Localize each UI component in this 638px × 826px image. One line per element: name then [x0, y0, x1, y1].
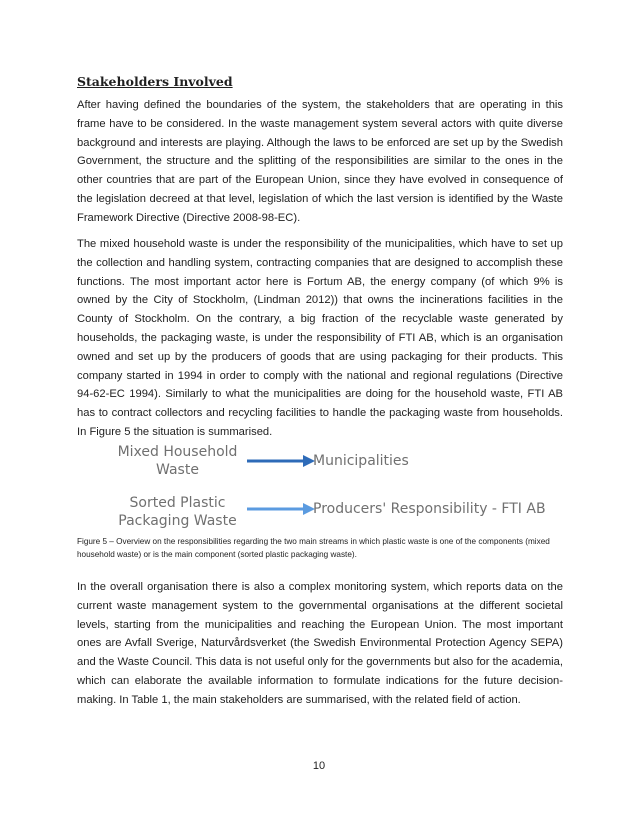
figure-source-mixed-household-waste: [110, 443, 245, 479]
page-number: 10: [312, 760, 326, 772]
arrow-right-icon: [245, 503, 315, 515]
paragraph-1: After having defined the boundaries of the system, the stakeholders that are operating in this frame have to be considered. In the waste management system several actors with quite diverse background and interests are playing. Although the laws to be enforced are set up by the Swedish Government, the structure and the splitting of the responsibilities are similar to the ones in the other countries that are part of the European Union, since they have evolved in consequence of the legislation decreed at that level, legislation of which the last version is identified by the Waste Framework Directive (Directive 2008-98-EC).: [77, 99, 563, 224]
paragraph-3: In the overall organisation there is also a complex monitoring system, which reports data on the current waste management system to the governmental organisations at the different societal levels, starting from the municipalities and reaching the European Union. The most important ones are Avfall Sverige, Naturvårdsverket (the Swedish Environmental Protection Agency SEPA) and the Waste Council. This data is not useful only for the governments but also for the academia, which can elaborate the available information to formulate indications for the future decision-making. In Table 1, the main stakeholders are summarised, with the related field of action.: [77, 581, 563, 706]
arrow-right-icon: [245, 455, 315, 467]
figure-source-line-1: Sorted Plastic: [129, 495, 226, 511]
paragraph-2: The mixed household waste is under the responsibility of the municipalities, which have to set up the collection and handling system, contracting companies that are designed to accomplish these functions. The most important actor here is Fortum AB, the energy company (of which 9% is owned by the City of Stockholm, (Lindman 2012)) that owns the incinerations facilities in the County of Stockholm. On the contrary, a big fraction of the recyclable waste generated by households, the packaging waste, is under the responsibility of FTI AB, which is an organisation owned and set up by the producers of goods that are using packaging for their products. This company started in 1994 in order to comply with the national and regional regulations (Directive 94-62-EC 1994). Similarly to what the municipalities are doing for the household waste, FTI AB has to contract collectors and recycling facilities to handle the packaging waste from households. In Figure 5 the situation is summarised.: [77, 238, 563, 438]
figure-source-line-2: Packaging Waste: [118, 513, 237, 529]
figure-5-diagram: [110, 441, 550, 531]
section-heading: Stakeholders Involved: [77, 74, 233, 89]
figure-caption: Figure 5 – Overview on the responsibilities regarding the two main streams in which plastic waste is one of the components (mixed household waste) or is the main component (sorted plastic packaging waste).: [77, 537, 550, 559]
figure-source-line-1: Mixed Household: [117, 444, 238, 460]
figure-target-municipalities: Municipalities: [313, 453, 409, 469]
figure-source-sorted-plastic: [110, 494, 245, 530]
figure-target-producers-responsibility: Producers' Responsibility - FTI AB: [313, 501, 546, 517]
figure-source-line-2: Waste: [156, 462, 199, 478]
